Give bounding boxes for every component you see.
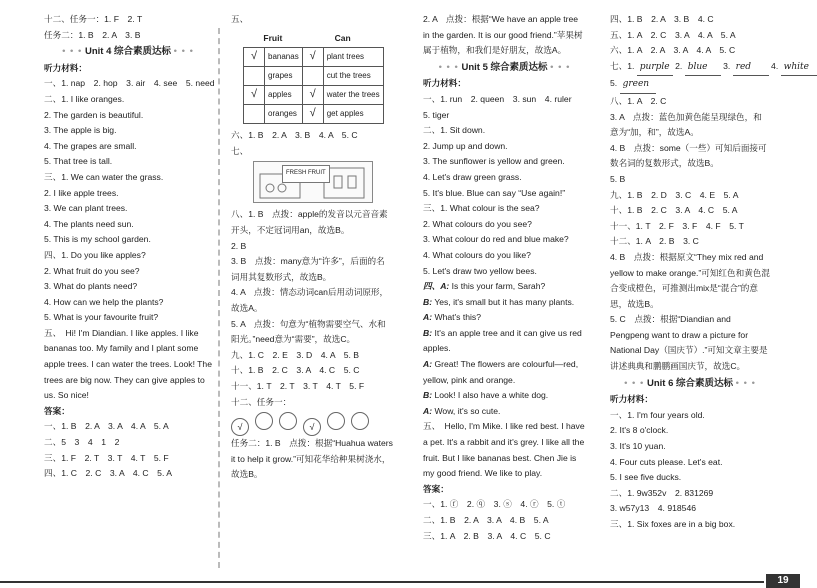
line: 三、1. What colour is the sea?: [423, 203, 540, 214]
line: 二、1. Sit down.: [423, 125, 486, 136]
line: 六、1. A 2. A 3. A 4. A 5. C: [610, 45, 736, 56]
line: 5. B: [610, 173, 626, 184]
line: 2. The garden is beautiful.: [44, 109, 144, 120]
dialogue-line: [423, 310, 586, 326]
task2: 任务二：1. B 点拨：根据“Huahua waters it to help it grow.”可知花华给种果树浇水，故选B。: [231, 438, 393, 480]
task1-marks: [231, 412, 393, 434]
line: 三、1. Six foxes are in a big box.: [610, 519, 736, 529]
table-row: [244, 105, 384, 124]
line: 4. Let's draw green grass.: [423, 171, 522, 182]
line: 3. A 点拨：蓝色加黄色能呈现绿色，和意为“加，和”，故选A。: [610, 111, 762, 138]
line: 四、1. B 2. A 3. B 4. C: [610, 14, 714, 24]
line: 九、1. C 2. E 3. D 4. A 5. B: [231, 349, 359, 360]
table-cell-fruit-mark: √: [244, 48, 265, 67]
table-cell-fruit: oranges: [265, 105, 303, 124]
utterance: Is this your farm, Sarah?: [451, 281, 546, 292]
answer-circle: [351, 412, 369, 430]
speaker: B:: [423, 327, 433, 338]
dialogue-line: [423, 279, 586, 295]
table-cell-can-mark: √: [302, 48, 323, 67]
table-cell-fruit-mark: [244, 105, 265, 124]
unit4-title: • • • Unit 4 综合素质达标 • • •: [62, 46, 194, 58]
utterance: Wow, it's so cute.: [434, 405, 501, 416]
line: 3. What do plants need?: [44, 281, 138, 292]
line: 3. w57y13 4. 918546: [610, 503, 697, 514]
answer-circle: [255, 412, 273, 430]
line: 一、1. ⓕ 2. ⓠ 3. ⓢ 4. ⓡ 5. ⓣ: [423, 499, 566, 510]
column-2: [231, 0, 393, 588]
table-cell-fruit: grapes: [265, 67, 303, 86]
table-cell-can-mark: √: [302, 86, 323, 105]
utterance: Yes, it's small but it has many plants.: [434, 296, 575, 307]
speaker: A:: [423, 405, 433, 416]
line: 2. A 点拨：根据“We have an apple tree in the garden. It is our good friend.”苹果树属于植物，和我们是好朋友，故选A。: [423, 14, 583, 56]
line: 3. It's 10 yuan.: [610, 441, 666, 452]
listen-label: 听力材料：: [423, 78, 466, 89]
line: 十二、1. A 2. B 3. C: [610, 236, 699, 247]
section-5-label: 五、: [231, 14, 249, 24]
line: 2. It's 8 o'clock.: [610, 425, 669, 436]
section-7b: [610, 76, 770, 94]
line: 任务二：1. B 2. A 3. B: [44, 29, 141, 40]
answers-label: 答案：: [423, 483, 449, 494]
line: 2. What colours do you see?: [423, 218, 532, 229]
column-divider: [218, 28, 220, 568]
line: 八、1. B 点拨：apple的发音以元音音素开头，不定冠词用an，故选B。: [231, 209, 388, 235]
table-cell-fruit: apples: [265, 86, 303, 105]
line: 3. The sunflower is yellow and green.: [423, 156, 565, 167]
line: 一、1. nap 2. hop 3. air 4. see 5. need: [44, 78, 215, 89]
line: 三、1. F 2. T 3. T 4. T 5. F: [44, 452, 169, 463]
table-cell-can: plant trees: [323, 48, 383, 67]
table-cell-can: water the trees: [323, 86, 383, 105]
line: 4. What colours do you like?: [423, 249, 531, 260]
line: 2. Jump up and down.: [423, 140, 508, 151]
line: 4. A 点拨：情态动词can后用动词原形，故选A。: [231, 287, 389, 313]
unit6-title: • • • Unit 6 综合素质达标 • • •: [624, 377, 756, 389]
line: 五、1. A 2. C 3. A 4. A 5. A: [610, 29, 736, 40]
dialogue-line: [423, 388, 586, 404]
page-footer: [0, 574, 800, 588]
line: 十二、任务一：: [231, 396, 292, 407]
line: 一、1. run 2. queen 3. sun 4. ruler: [423, 93, 572, 104]
handwritten-answer: green: [620, 77, 656, 94]
line: 四、1. Do you like apples?: [44, 249, 146, 260]
line: 5. tiger: [423, 109, 450, 120]
line: 4. How can we help the plants?: [44, 296, 164, 307]
unit5-title: • • • Unit 5 综合素质达标 • • •: [438, 61, 571, 73]
answer-circle: √: [303, 418, 321, 436]
line: 3. B 点拨：many意为“许多”，后面的名词用其复数形式，故选B。: [231, 256, 385, 282]
handwritten-answer: blue: [685, 60, 721, 77]
line: 十、1. B 2. C 3. A 4. C 5. C: [231, 365, 360, 376]
line: 5. A 点拨：句意为“植物需要空气、水和阳光。”need意为“需要”，故选C。: [231, 318, 386, 345]
speaker: A:: [423, 359, 433, 370]
line: 4. The grapes are small.: [44, 140, 137, 151]
fruit-shop-picture: [253, 161, 373, 203]
line: 4. Four cuts please. Let's eat.: [610, 456, 723, 467]
shop-sign: FRESH FRUIT: [282, 165, 330, 183]
answers-label: 答案：: [44, 405, 70, 416]
line: 四、1. C 2. C 3. A 4. C 5. A: [44, 468, 172, 479]
table-cell-can: cut the trees: [323, 67, 383, 86]
utterance: Great! The flowers are colourful—red, yellow, pink and orange.: [423, 359, 579, 385]
line: 2. What fruit do you see?: [44, 265, 140, 276]
table-cell-fruit-mark: [244, 67, 265, 86]
answer-circle: [327, 412, 345, 430]
table-cell-can: get apples: [323, 105, 383, 124]
speaker: B:: [423, 296, 433, 307]
listen-label: 听力材料：: [44, 62, 87, 73]
line: 二、1. 9w352v 2. 831269: [610, 487, 714, 498]
table-head-can: Can: [334, 32, 351, 43]
dialogue-line: [423, 326, 586, 357]
dialogue-line: [423, 357, 586, 388]
page-number: 19: [766, 574, 800, 588]
table-cell-can-mark: √: [302, 105, 323, 124]
footer-rule: [0, 581, 764, 583]
speaker: B:: [423, 390, 433, 401]
column-3: [423, 0, 586, 588]
table-row: [244, 67, 384, 86]
line: 二、1. I like oranges.: [44, 93, 125, 104]
line: 2. B: [231, 240, 247, 251]
line: 六、1. B 2. A 3. B 4. A 5. C: [231, 130, 358, 141]
line: 八、1. A 2. C: [610, 95, 667, 106]
line: 九、1. B 2. D 3. C 4. E 5. A: [610, 189, 739, 200]
line: 十一、1. T 2. T 3. T 4. T 5. F: [231, 380, 365, 391]
fruit-can-table: [243, 30, 384, 125]
handwritten-answer: red: [733, 60, 769, 77]
answer-circle: [279, 412, 297, 430]
dialogue-line: [423, 295, 586, 311]
column-4: [610, 0, 809, 588]
paragraph-5: 五、 Hello, I'm Mike. I like red best. I have a pet. It's a rabbit and it's grey. I like all the fruit. But I like bananas best. Chen Jie is my good friend. We like to play.: [423, 421, 585, 479]
sec7-prefix: 七、: [610, 60, 628, 71]
table-row: [244, 48, 384, 67]
table-head-fruit: Fruit: [263, 32, 283, 43]
line: 4. B 点拨：some（一些）可知后面接可数名词的复数形式，故选B。: [610, 142, 767, 169]
handwritten-answer: white: [781, 60, 817, 77]
utterance: It's an apple tree and it can give us red apples.: [423, 327, 582, 354]
listen-label: 听力材料：: [610, 394, 653, 405]
line: 十一、1. T 2. F 3. F 4. F 5. T: [610, 220, 744, 231]
sec7b-prefix: 5.: [610, 78, 618, 89]
section-7: 七、1. purple 2. blue 3. red 4. white: [610, 59, 770, 77]
line: 5. That tree is tall.: [44, 156, 113, 167]
table-row: [244, 86, 384, 105]
table-cell-can-mark: [302, 67, 323, 86]
line: 5. This is my school garden.: [44, 234, 151, 245]
line: 5. It's blue. Blue can say “Use again!”: [423, 187, 566, 198]
section-7-label: 七、: [231, 145, 249, 156]
line: 4. B 点拨：根据原文“They mix red and yellow to make orange.”可知红色和黄色混合变成橙色，可推测出mix是“混合”的意思，故选B。: [610, 251, 770, 309]
line: 三、1. We can water the grass.: [44, 171, 164, 182]
dialogue-line: [423, 404, 586, 420]
answer-circle: √: [231, 418, 249, 436]
line: 二、1. B 2. A 3. A 4. B 5. A: [423, 515, 549, 525]
line: 十、1. B 2. C 3. A 4. C 5. A: [610, 205, 738, 216]
utterance: What's this?: [434, 312, 482, 323]
column-1: [44, 0, 215, 588]
line: 5. C 点拨：根据“Diandian and Pengpeng want to draw a picture for National Day（国庆节）.”可知文章主要是讲述典典和鹏鹏画国庆节，故选C。: [610, 314, 768, 372]
table-cell-fruit-mark: √: [244, 86, 265, 105]
line: 二、5 3 4 1 2: [44, 437, 120, 448]
handwritten-answer: purple: [637, 60, 673, 77]
line: 3. We can plant trees.: [44, 203, 128, 214]
line: 3. The apple is big.: [44, 125, 117, 136]
line: 一、1. B 2. A 3. A 4. A 5. A: [44, 421, 169, 432]
line: 4. The plants need sun.: [44, 218, 134, 229]
utterance: Look! I also have a white dog.: [434, 390, 549, 401]
line: 十二、任务一：1. F 2. T: [44, 14, 143, 24]
line: 5. I see five ducks.: [610, 472, 682, 483]
line: 三、1. A 2. B 3. A 4. C 5. C: [423, 530, 551, 541]
speaker: A:: [423, 312, 433, 323]
speaker: 四、A:: [423, 281, 450, 292]
paragraph-5: 五、 Hi! I'm Diandian. I like apples. I like bananas too. My family and I plant some apple trees. I can water the trees. Look! The trees are big now. They can give apples to us. So nice!: [44, 327, 212, 401]
table-cell-fruit: bananas: [265, 48, 303, 67]
line: 5. Let's draw two yellow bees.: [423, 265, 537, 276]
line: 3. What colour do red and blue make?: [423, 234, 569, 245]
line: 一、1. I'm four years old.: [610, 409, 705, 420]
line: 5. What is your favourite fruit?: [44, 312, 159, 323]
line: 2. I like apple trees.: [44, 187, 119, 198]
